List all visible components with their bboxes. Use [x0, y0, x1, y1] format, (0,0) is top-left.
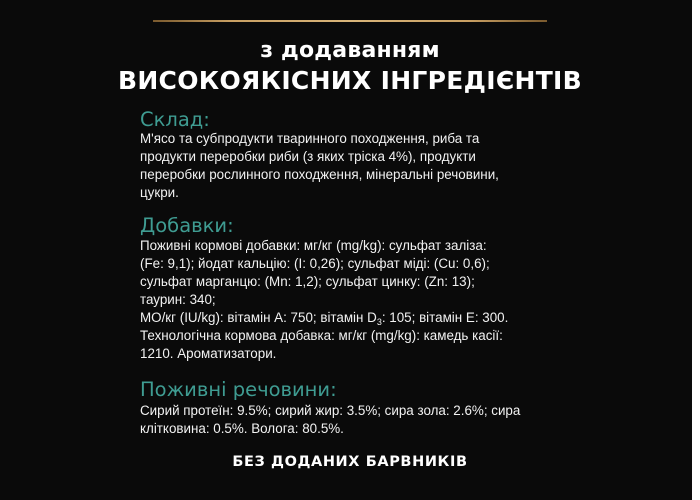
tech-additive-line: Технологічна кормова добавка: мг/кг (mg/kg): камедь касії: — [140, 328, 503, 343]
composition-line: М'ясо та субпродукти тваринного походження, риба та — [140, 131, 480, 146]
gold-divider-line — [153, 20, 547, 22]
composition-line: продукти переробки риби (з яких тріска 4%), продукти — [140, 149, 476, 164]
nutrients-title: Поживні речовини: — [140, 378, 337, 401]
nutrients-line: Сирий протеїн: 9.5%; сирий жир: 3.5%; сира зола: 2.6%; сира — [140, 403, 521, 418]
additives-line: Поживні кормові добавки: мг/кг (mg/kg): сульфат заліза: — [140, 238, 487, 253]
no-dyes-notice: БЕЗ ДОДАНИХ БАРВНИКІВ — [232, 454, 468, 470]
additives-title: Добавки: — [140, 214, 234, 237]
vitamins-line — [140, 309, 508, 327]
vitamins-text-start: МО/кг (IU/kg): вітамін A: 750; вітамін D — [140, 310, 377, 325]
vitamin-d-subscript: 3 — [376, 317, 382, 327]
nutrients-line: клітковина: 0.5%. Волога: 80.5%. — [140, 421, 344, 436]
composition-line: цукри. — [140, 185, 179, 200]
composition-line: переробки рослинного походження, мінеральні речовини, — [140, 167, 499, 182]
additives-line: таурин: 340; — [140, 292, 216, 307]
heading-subtitle: з додаванням — [260, 38, 440, 63]
additives-line: (Fe: 9,1); йодат кальцію: (I: 0,26); сульфат міді: (Cu: 0,6); — [140, 256, 490, 271]
composition-title: Склад: — [140, 108, 210, 131]
additives-line: сульфат марганцю: (Mn: 1,2); сульфат цинку: (Zn: 13); — [140, 274, 475, 289]
tech-additive-line: 1210. Ароматизатори. — [140, 346, 277, 361]
heading-title: ВИСОКОЯКІСНИХ ІНГРЕДІЄНТІВ — [117, 66, 583, 95]
vitamins-text-end: : 105; вітамін E: 300. — [381, 310, 509, 325]
